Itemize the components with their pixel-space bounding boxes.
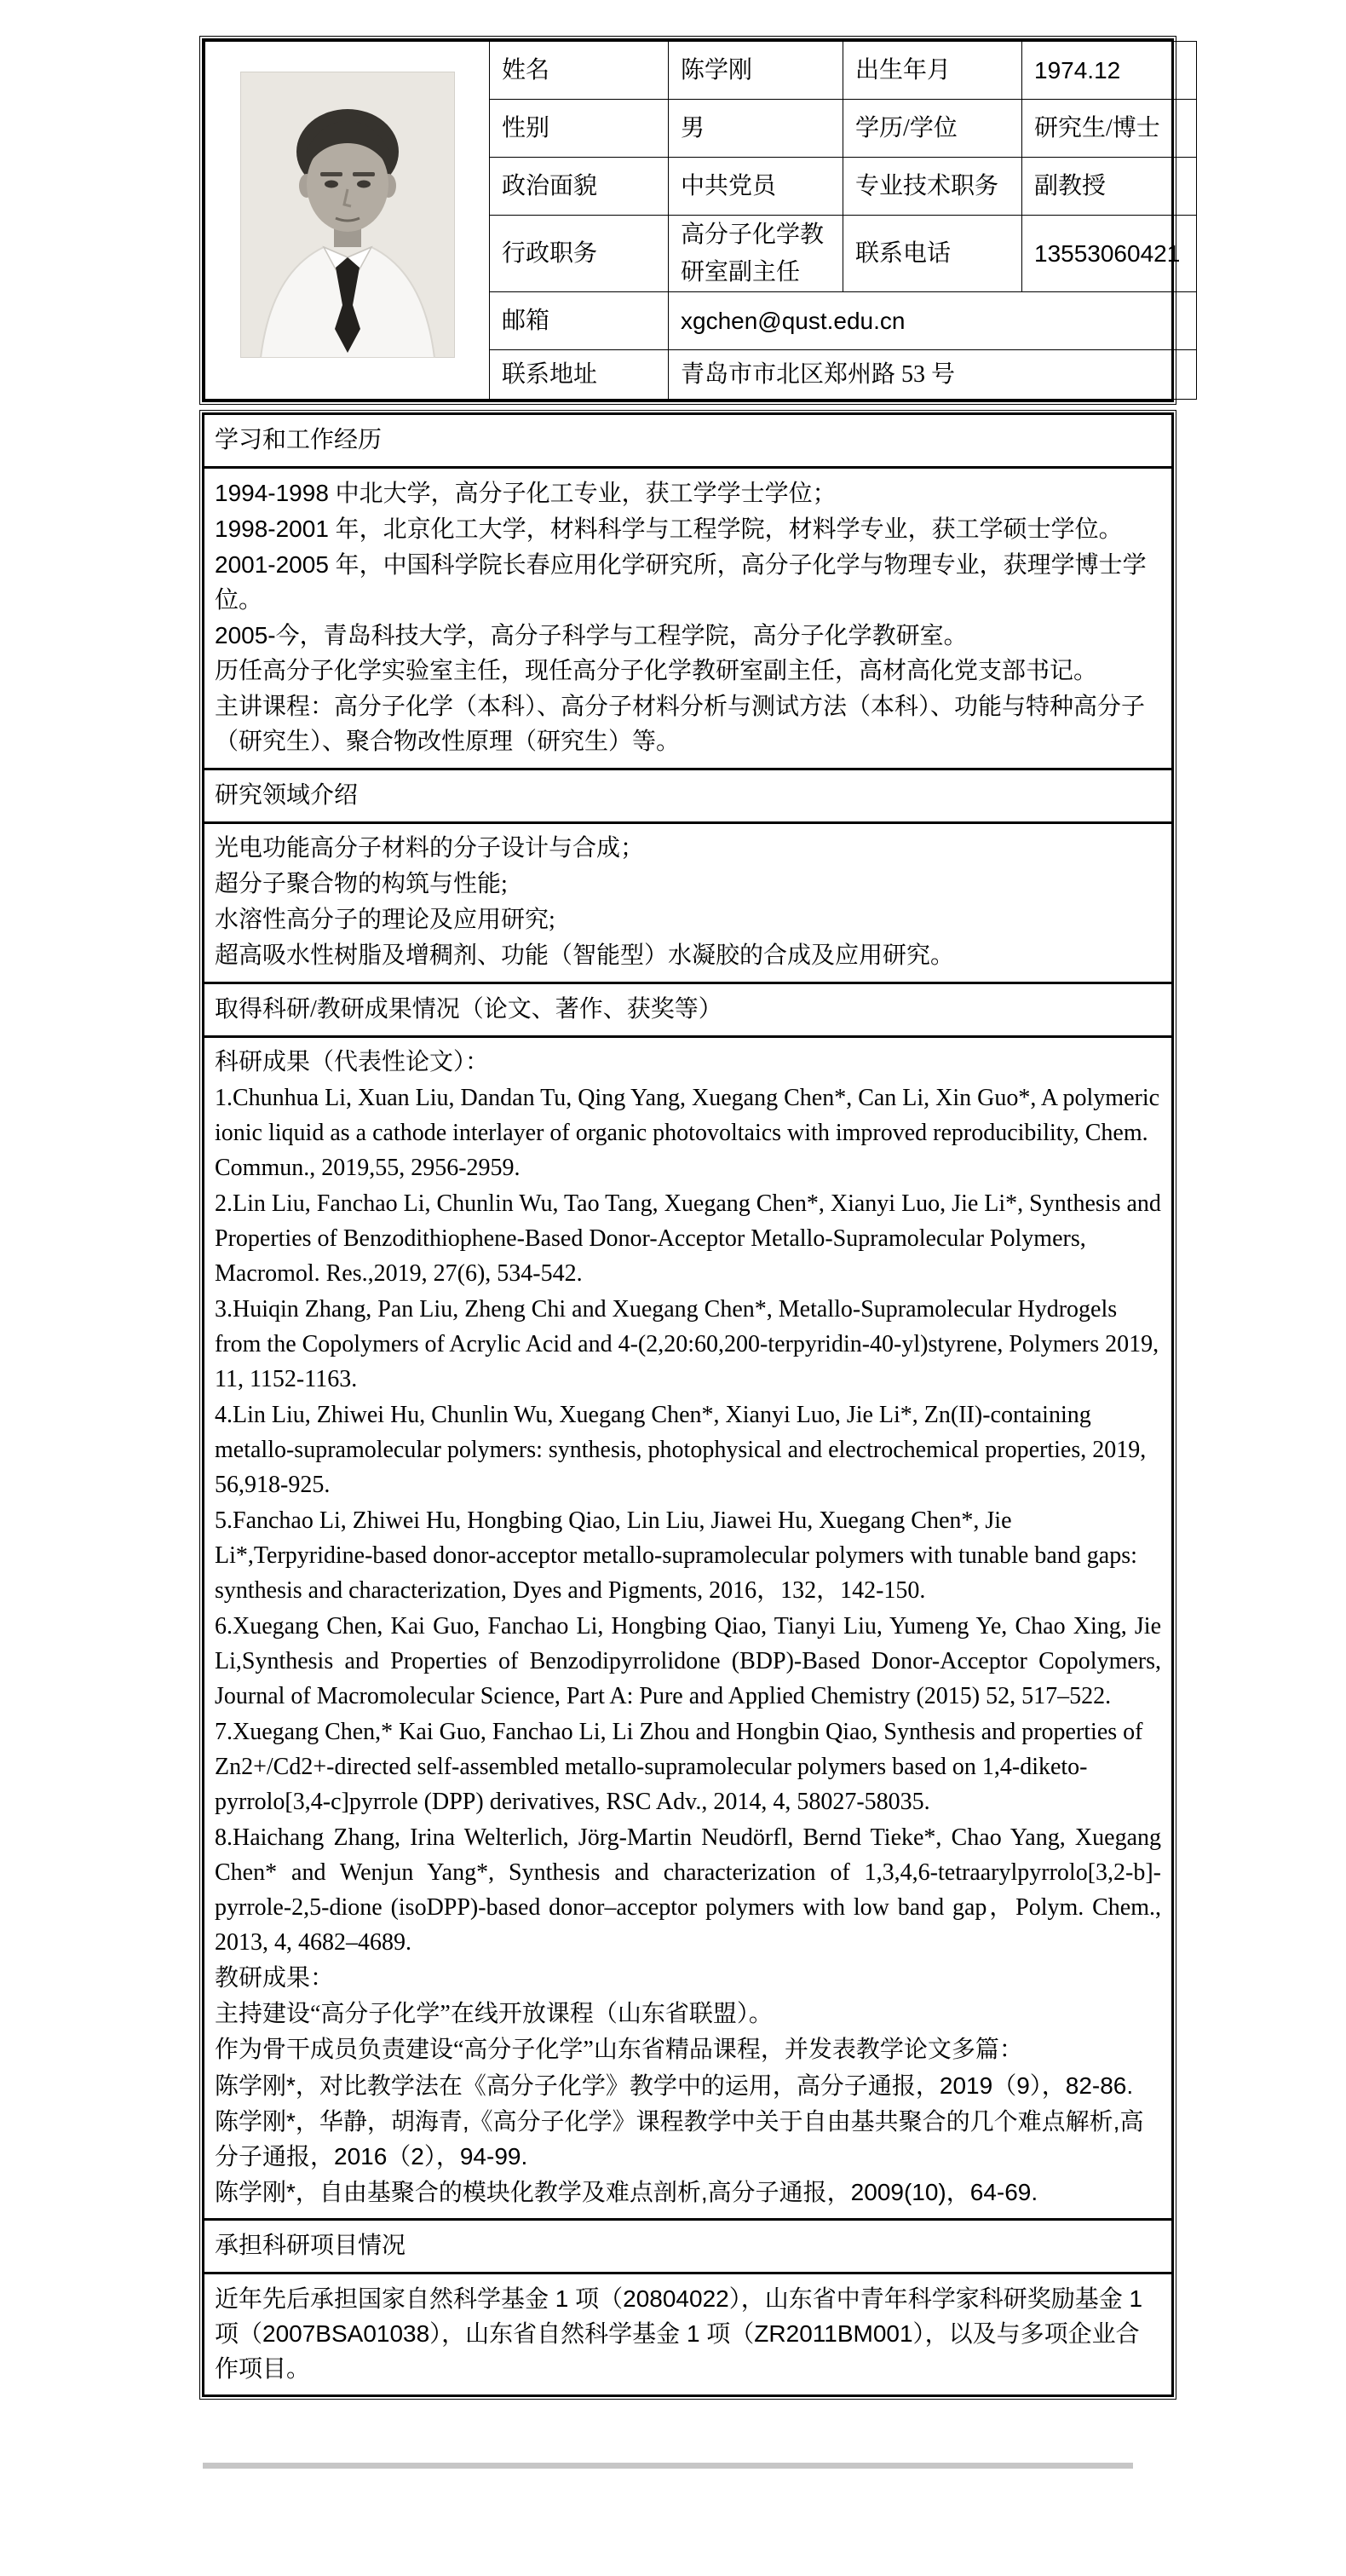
paragraph: 水溶性高分子的理论及应用研究;: [215, 907, 555, 933]
document-body: [199, 36, 1181, 2469]
email-label: 邮箱: [490, 292, 669, 350]
political-status-label: 政治面貌: [490, 158, 669, 216]
personal-info-table-frame: [199, 36, 1181, 405]
paragraph: 作为骨干成员负责建设“高分子化学”山东省精品课程，并发表教学论文多篇：: [215, 2037, 1023, 2063]
birthdate-value: 1974.12: [1022, 42, 1197, 100]
name-value: 陈学刚: [669, 42, 843, 100]
section-research-fields: [204, 768, 1171, 982]
section-title: 研究领域介绍: [204, 770, 1171, 824]
teaching-paper-item: 陈学刚*，自由基聚合的模块化教学及难点剖析,高分子通报，2009(10)，64-69.: [215, 2179, 1038, 2205]
degree-label: 学历/学位: [843, 100, 1022, 158]
section-achievements: [204, 982, 1171, 2218]
photo-cell: [205, 42, 490, 400]
paragraph: 超高吸水性树脂及增稠剂、功能（智能型）水凝胶的合成及应用研究。: [215, 942, 955, 969]
degree-value: 研究生/博士: [1022, 100, 1197, 158]
teaching-paper-item: 陈学刚*，对比教学法在《高分子化学》教学中的运用，高分子通报，2019（9），82-86.: [215, 2072, 1134, 2099]
paragraph: 2001-2005 年，中国科学院长春应用化学研究所，高分子化学与物理专业，获理学博士学位。: [215, 551, 1147, 613]
publication-item: 7.Xuegang Chen,* Kai Guo, Fanchao Li, Li Zhou and Hongbin Qiao, Synthesis and properties of Zn2+/Cd2+-directed self-assembled metallo-supramolecular polymers based on 1,4-diketo-pyrrolo[3,4-c]pyrrole (DPP) derivatives, RSC Adv., 2014, 4, 58027-58035.: [215, 1719, 1143, 1815]
publication-item: 1.Chunhua Li, Xuan Liu, Dandan Tu, Qing Yang, Xuegang Chen*, Can Li, Xin Guo*, A polymeric ionic liquid as a cathode interlayer of organic photovoltaics with improved reproducibility, Chem. Commun., 2019,55, 2956-2959.: [215, 1085, 1160, 1181]
section-title: 取得科研/教研成果情况（论文、著作、获奖等）: [204, 984, 1171, 1038]
paragraph: 光电功能高分子材料的分子设计与合成；: [215, 835, 645, 862]
paragraph: 2005-今，青岛科技大学，高分子科学与工程学院，高分子化学教研室。: [215, 622, 968, 648]
section-title: 承担科研项目情况: [204, 2221, 1171, 2274]
paragraph: 主持建设“高分子化学”在线开放课程（山东省联盟）。: [215, 2001, 773, 2027]
publication-item: 4.Lin Liu, Zhiwei Hu, Chunlin Wu, Xuegang Chen*, Xianyi Luo, Jie Li*, Zn(II)-containing metallo-supramolecular polymers: synthesis, photophysical and electrochemical properties, 2019, 56,918-925.: [215, 1402, 1147, 1498]
section-content: [204, 469, 1171, 768]
table-row: [205, 42, 1197, 100]
profile-photo: [240, 72, 455, 358]
political-status-value: 中共党员: [669, 158, 843, 216]
sections-table-frame: [199, 410, 1176, 2400]
publication-item: 2.Lin Liu, Fanchao Li, Chunlin Wu, Tao Tang, Xuegang Chen*, Xianyi Luo, Jie Li*, Synthesis and Properties of Benzodithiophene-Based Donor-Acceptor Metallo-Supramolecular Polymers, Macromol. Res.,2019, 27(6), 534-542.: [215, 1190, 1161, 1287]
publication-item: 3.Huiqin Zhang, Pan Liu, Zheng Chi and Xuegang Chen*, Metallo-Supramolecular Hydrogels from the Copolymers of Acrylic Acid and 4-(2,20:60,200-terpyridin-40-yl)styrene, Polymers 2019, 11, 1152-1163.: [215, 1296, 1159, 1392]
footer-divider: [203, 2463, 1133, 2469]
section-title: 学习和工作经历: [204, 415, 1171, 469]
section-research-projects: [204, 2218, 1171, 2394]
publication-item: 5.Fanchao Li, Zhiwei Hu, Hongbing Qiao, Lin Liu, Jiawei Hu, Xuegang Chen*, Jie Li*,Terpyridine-based donor-acceptor metallo-supramolecular polymers with tunable band gaps: synthesis and characterization, Dyes and Pigments, 2016，132，142-150.: [215, 1507, 1137, 1604]
admin-duty-label: 行政职务: [490, 216, 669, 292]
title-label: 专业技术职务: [843, 158, 1022, 216]
email-value: xgchen@qust.edu.cn: [669, 292, 1197, 350]
paragraph: 主讲课程：高分子化学（本科）、高分子材料分析与测试方法（本科）、功能与特种高分子（研究生）、聚合物改性原理（研究生）等。: [215, 694, 1146, 755]
section-content: [204, 1038, 1171, 2218]
personal-info-table: [204, 41, 1197, 400]
birthdate-label: 出生年月: [843, 42, 1022, 100]
publication-item: 6.Xuegang Chen, Kai Guo, Fanchao Li, Hongbing Qiao, Tianyi Liu, Yumeng Ye, Chao Xing, Jie Li,Synthesis and Properties of Benzodipyrrolidone (BDP)-Based Donor-Acceptor Copolymers, Journal of Macromolecular Science, Part A: Pure and Applied Chemistry (2015) 52, 517–522.: [215, 1613, 1161, 1709]
paragraph: 教研成果：: [215, 1965, 335, 1991]
paragraph: 历任高分子化学实验室主任，现任高分子化学教研室副主任，高材高化党支部书记。: [215, 658, 1098, 684]
paragraph: 1998-2001 年，北京化工大学，材料科学与工程学院，材料学专业，获工学硕士学位。: [215, 516, 1123, 542]
admin-duty-value: 高分子化学教研室副主任: [669, 216, 843, 292]
paragraph: 近年先后承担国家自然科学基金 1 项（20804022），山东省中青年科学家科研奖励基金 1 项（2007BSA01038），山东省自然科学基金 1 项（ZR2011BM001），以及与多项企业合作项目。: [215, 2285, 1143, 2382]
teaching-paper-item: 陈学刚*，华静，胡海青,《高分子化学》课程教学中关于自由基共聚合的几个难点解析,高分子通报，2016（2），94-99.: [215, 2108, 1144, 2170]
section-content: [204, 2274, 1171, 2394]
address-value: 青岛市市北区郑州路 53 号: [669, 350, 1197, 400]
paragraph: 科研成果（代表性论文）：: [215, 1049, 490, 1075]
paragraph: 1994-1998 中北大学，高分子化工专业，获工学学士学位；: [215, 480, 837, 506]
gender-label: 性别: [490, 100, 669, 158]
address-label: 联系地址: [490, 350, 669, 400]
section-education-work-history: [204, 415, 1171, 768]
phone-value: 13553060421: [1022, 216, 1197, 292]
phone-label: 联系电话: [843, 216, 1022, 292]
paragraph: 超分子聚合物的构筑与性能;: [215, 871, 508, 897]
section-content: [204, 824, 1171, 982]
publication-item: 8.Haichang Zhang, Irina Welterlich, Jörg-Martin Neudörfl, Bernd Tieke*, Chao Yang, Xuegang Chen* and Wenjun Yang*, Synthesis and characterization of 1,3,4,6-tetraarylpyrrolo[3,2-b]-pyrrole-2,5-dione (isoDPP)-based donor–acceptor polymers with low band gap，Polym. Chem., 2013, 4, 4682–4689.: [215, 1824, 1161, 1956]
name-label: 姓名: [490, 42, 669, 100]
gender-value: 男: [669, 100, 843, 158]
title-value: 副教授: [1022, 158, 1197, 216]
